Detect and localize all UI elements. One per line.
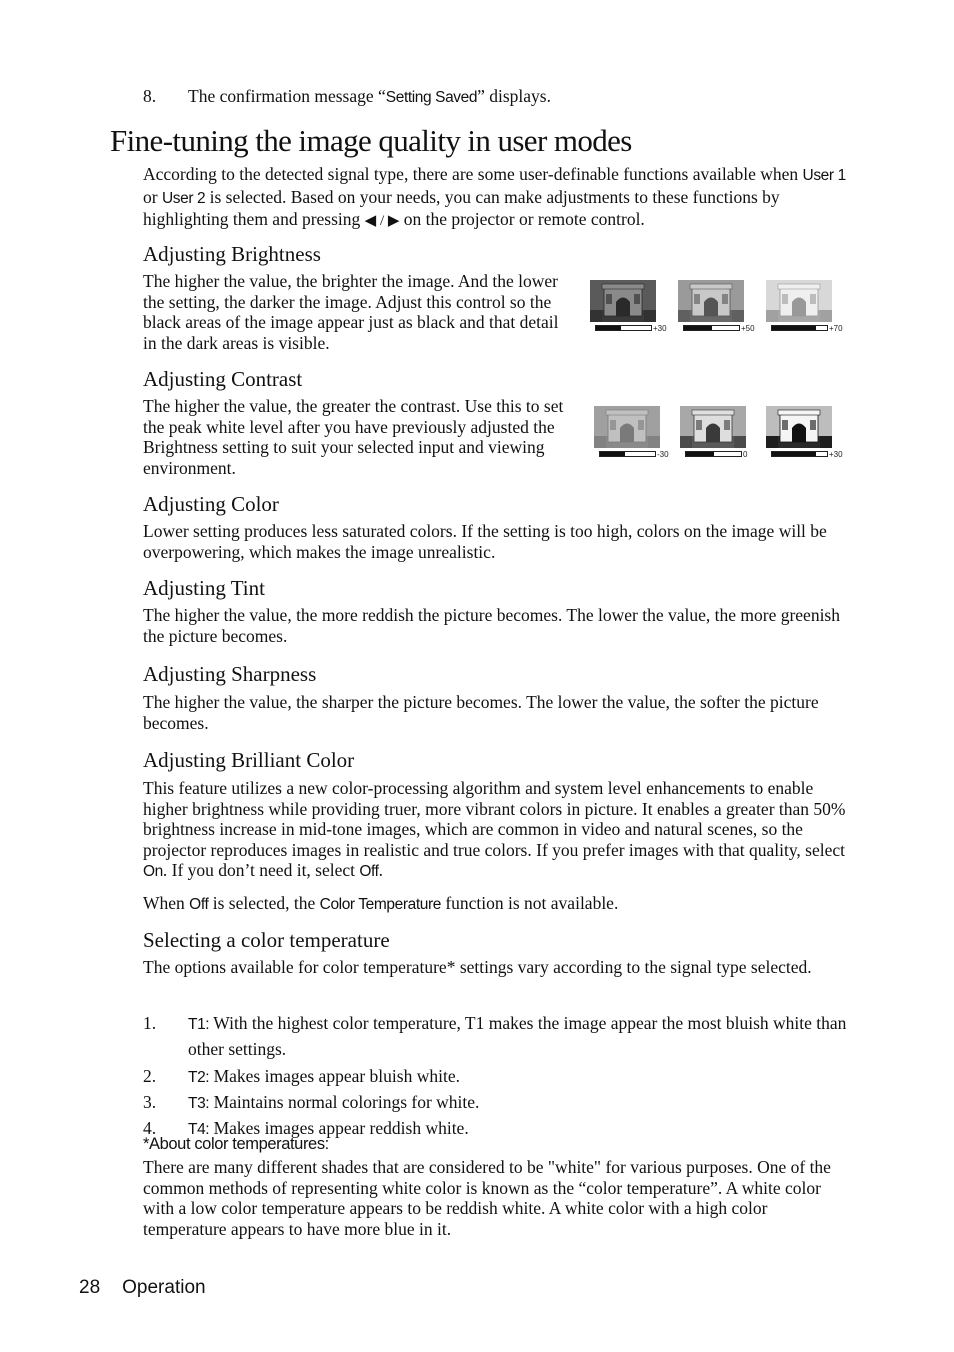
sharpness-text: The higher the value, the sharper the picture becomes. The lower the value, the softer the picture becomes.: [143, 692, 819, 733]
brightness-figure: [590, 280, 855, 336]
level-bar: [771, 325, 828, 331]
list-item: 4. T4: Makes images appear reddish white.: [143, 1118, 469, 1138]
level-bar: [683, 325, 740, 331]
brightness-text: The higher the value, the brighter the image. And the lower the setting, the darker the image. Adjust this control so the black areas of the image appear just as black and that detail in the dark areas is visible.: [143, 271, 559, 353]
ui-off: Off: [359, 863, 379, 881]
level-label: +30: [829, 450, 843, 459]
ui-setting-saved: Setting Saved: [385, 89, 478, 106]
brilliant-note: When Off is selected, the Color Temperature function is not available.: [143, 893, 619, 913]
page-number: 28: [79, 1277, 101, 1298]
step-number: 8.: [143, 86, 157, 106]
heading-brightness: Adjusting Brightness: [143, 242, 321, 266]
arch-thumbnail: [678, 280, 744, 322]
list-item: 1. T1: With the highest color temperature, T1 makes the image appear the most bluish white than other settings.: [143, 1013, 847, 1059]
ui-on: On: [143, 863, 163, 881]
level-bar: [599, 451, 656, 457]
temperature-list: [143, 1011, 853, 1142]
contrast-text: The higher the value, the greater the contrast. Use this to set the peak white level after you have previously adjusted the Brightness setting to suit your selected input and viewing environment.: [143, 396, 564, 478]
heading-tint: Adjusting Tint: [143, 576, 265, 600]
level-bar-fill: [772, 326, 816, 330]
heading-sharpness: Adjusting Sharpness: [143, 662, 317, 686]
level-bar-fill: [596, 326, 621, 330]
heading-brilliant-color: Adjusting Brilliant Color: [143, 748, 355, 772]
list-item: 3. T3: Maintains normal colorings for white.: [143, 1092, 480, 1112]
level-bar-fill: [772, 452, 816, 456]
color-text: Lower setting produces less saturated colors. If the setting is too high, colors on the image will be overpowering, which makes the image unrealistic.: [143, 521, 827, 562]
left-right-arrow-icon: ◀ / ▶: [364, 213, 400, 230]
ui-user-1: User 1: [802, 167, 846, 184]
level-label: -30: [657, 450, 669, 459]
step-8: 8. The confirmation message “Setting Saved” displays.: [143, 86, 551, 106]
arch-thumbnail: [594, 406, 660, 448]
temperature-text: The options available for color temperature* settings vary according to the signal type selected.: [143, 957, 812, 977]
level-label: +50: [741, 324, 755, 333]
about-text: There are many different shades that are considered to be "white" for various purposes. One of the common methods of representing white color is known as the “color temperature”. A white color with a low color temperature appears to be reddish white. A white color with a high color temperature appears to have more blue in it.: [143, 1157, 831, 1239]
tint-text: The higher the value, the more reddish the picture becomes. The lower the value, the more greenish the picture becomes.: [143, 605, 840, 646]
page-footer: [79, 1277, 206, 1299]
level-bar: [685, 451, 742, 457]
arch-thumbnail: [680, 406, 746, 448]
section-name: Operation: [122, 1277, 206, 1298]
ui-color-temperature: Color Temperature: [319, 896, 441, 913]
contrast-figure: [594, 406, 855, 462]
heading-color-temperature: Selecting a color temperature: [143, 928, 390, 952]
heading-color: Adjusting Color: [143, 492, 279, 516]
heading-contrast: Adjusting Contrast: [143, 367, 303, 391]
level-bar-fill: [684, 326, 712, 330]
list-item: 2. T2: Makes images appear bluish white.: [143, 1066, 460, 1086]
level-bar: [771, 451, 828, 457]
brilliant-text: This feature utilizes a new color-processing algorithm and system level enhancements to enable higher brightness while providing truer, more vibrant colors in picture. It enables a greater than 50% brightness increase in mid-tone images, which are common in video and natural scenes, so the projector reproduces images in realistic and true colors. If you prefer images with that quality, select On. If you don’t need it, select Off.: [143, 778, 846, 881]
level-label: +70: [829, 324, 843, 333]
ui-off: Off: [189, 896, 209, 913]
level-bar-fill: [600, 452, 625, 456]
level-bar: [595, 325, 652, 331]
arch-thumbnail: [590, 280, 656, 322]
level-label: 0: [743, 450, 748, 459]
ui-user-2: User 2: [161, 189, 206, 207]
about-heading: *About color temperatures:: [143, 1135, 329, 1153]
page-title: Fine-tuning the image quality in user modes: [110, 123, 632, 158]
level-bar-fill: [686, 452, 714, 456]
arch-thumbnail: [766, 280, 832, 322]
level-label: +30: [653, 324, 667, 333]
arch-thumbnail: [766, 406, 832, 448]
intro-paragraph: According to the detected signal type, there are some user-definable functions available when User 1 or User 2 is selected. Based on your needs, you can make adjustments to these functions by highlighting them and pressing ◀ / ▶ on the projector or remote control.: [143, 164, 846, 230]
